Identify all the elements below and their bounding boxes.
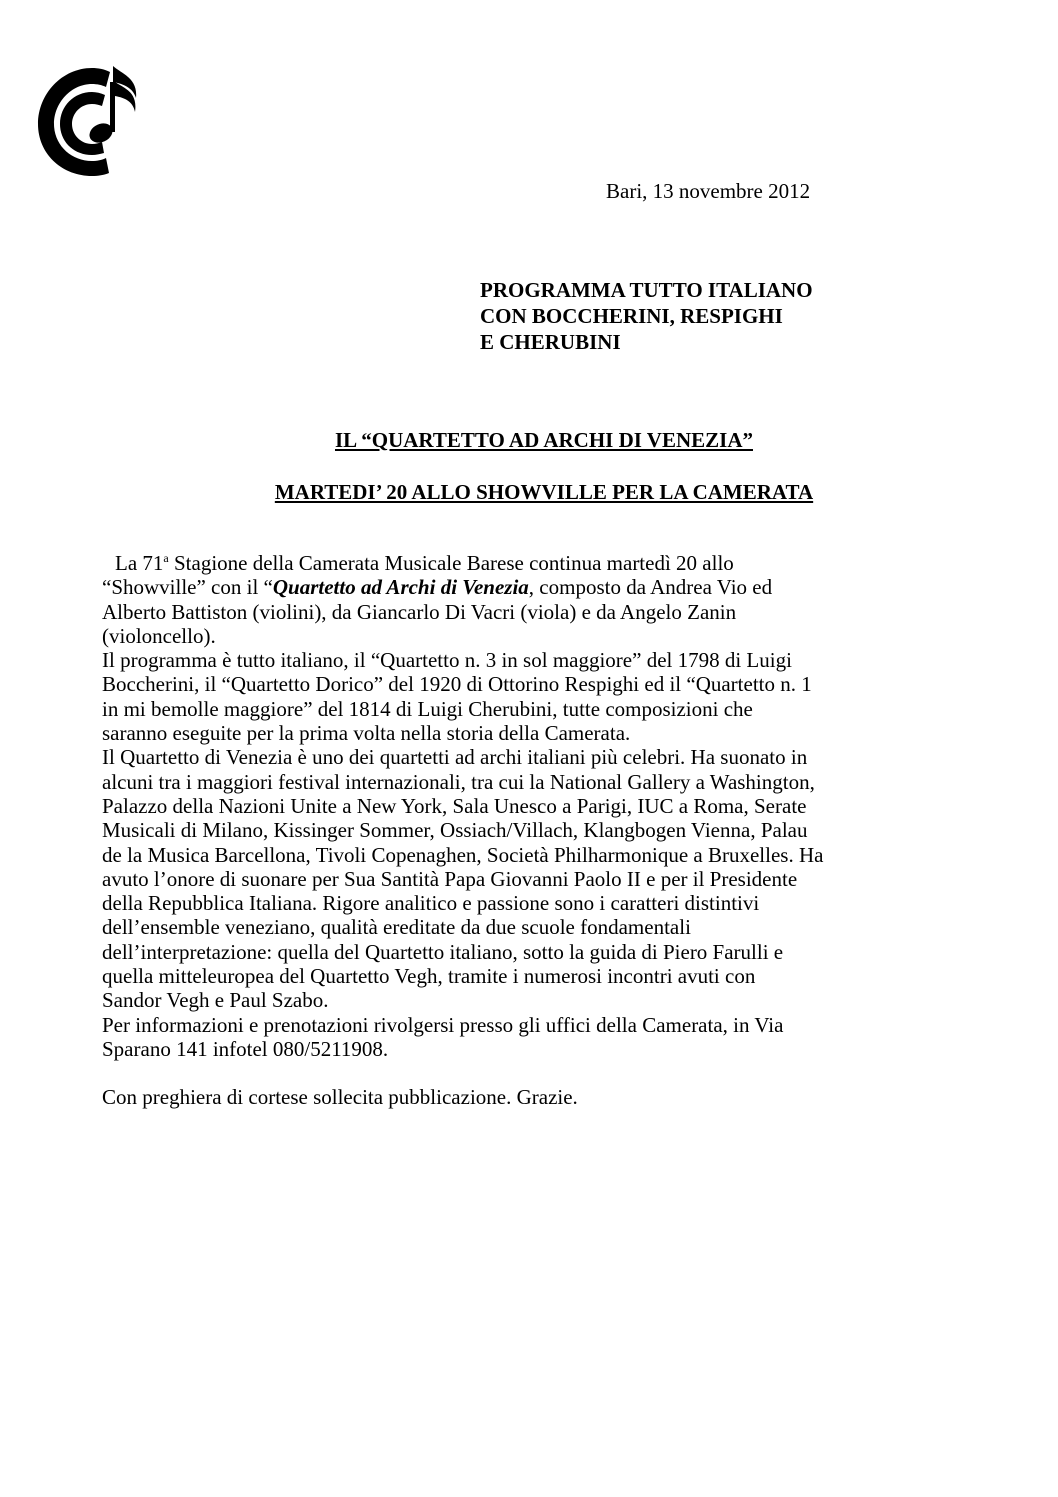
- body-line: quella mitteleuropea del Quartetto Vegh, tramite i numerosi incontri avuti con: [102, 964, 756, 989]
- body-line: Sandor Vegh e Paul Szabo.: [102, 988, 329, 1013]
- body-line: dell’ensemble veneziano, qualità ereditate da due scuole fondamentali: [102, 915, 691, 940]
- body-line: Il programma è tutto italiano, il “Quartetto n. 3 in sol maggiore” del 1798 di Luigi: [102, 648, 792, 673]
- text-run: Stagione della Camerata Musicale Barese continua martedì 20 allo: [168, 551, 734, 575]
- text-run: La 71: [115, 551, 164, 575]
- headline-line: CON BOCCHERINI, RESPIGHI: [480, 304, 783, 328]
- body-line: in mi bemolle maggiore” del 1814 di Luigi Cherubini, tutte composizioni che: [102, 696, 753, 721]
- document-date: Bari, 13 novembre 2012: [606, 179, 811, 203]
- body-line: (violoncello).: [102, 623, 216, 648]
- body-line: Il Quartetto di Venezia è uno dei quartetti ad archi italiani più celebri. Ha suonato in: [102, 745, 808, 770]
- closing-line: Con preghiera di cortese sollecita pubblicazione. Grazie.: [102, 1085, 578, 1110]
- body-line: Per informazioni e prenotazioni rivolgersi presso gli uffici della Camerata, in Via: [102, 1012, 784, 1037]
- subtitle-date-venue: MARTEDI’ 20 ALLO SHOWVILLE PER LA CAMERATA: [274, 480, 814, 504]
- body-line: Alberto Battiston (violini), da Giancarlo Di Vacri (viola) e da Angelo Zanin: [102, 599, 737, 624]
- headline: [480, 277, 813, 355]
- body-line: della Repubblica Italiana. Rigore analitico e passione sono i caratteri distintivi: [102, 891, 760, 916]
- camerata-logo: [34, 62, 144, 180]
- press-release-body: [102, 551, 952, 1110]
- ordinal-superscript: a: [163, 551, 169, 565]
- text-run: , composto da Andrea Vio ed: [528, 575, 773, 600]
- body-line: Musicali di Milano, Kissinger Sommer, Ossiach/Villach, Klangbogen Vienna, Palau: [102, 818, 808, 843]
- body-line: alcuni tra i maggiori festival internazionali, tra cui la National Gallery a Washington,: [102, 769, 815, 794]
- body-line: [102, 575, 952, 599]
- body-line: de la Musica Barcellona, Tivoli Copenaghen, Società Philharmonique a Bruxelles. Ha: [102, 842, 824, 867]
- body-line: dell’interpretazione: quella del Quartetto italiano, sotto la guida di Piero Farulli e: [102, 939, 784, 964]
- logo-icon: [34, 62, 144, 180]
- paragraph-gap: [102, 1061, 952, 1085]
- quartet-name-emphasis: Quartetto ad Archi di Venezia: [272, 575, 529, 600]
- body-line: Sparano 141 infotel 080/5211908.: [102, 1036, 389, 1061]
- body-line: saranno eseguite per la prima volta nella storia della Camerata.: [102, 721, 631, 746]
- subtitle-quartet: IL “QUARTETTO AD ARCHI DI VENEZIA”: [334, 428, 753, 452]
- headline-line: PROGRAMMA TUTTO ITALIANO: [480, 278, 813, 302]
- body-line: Palazzo della Nazioni Unite a New York, Sala Unesco a Parigi, IUC a Roma, Serate: [102, 793, 807, 818]
- body-line: [102, 551, 952, 575]
- body-line: avuto l’onore di suonare per Sua Santità Papa Giovanni Paolo II e per il Presidente: [102, 866, 798, 891]
- headline-line: E CHERUBINI: [480, 330, 621, 354]
- text-run: “Showville” con il “: [102, 575, 273, 600]
- body-line: Boccherini, il “Quartetto Dorico” del 1920 di Ottorino Respighi ed il “Quartetto n. 1: [102, 672, 812, 697]
